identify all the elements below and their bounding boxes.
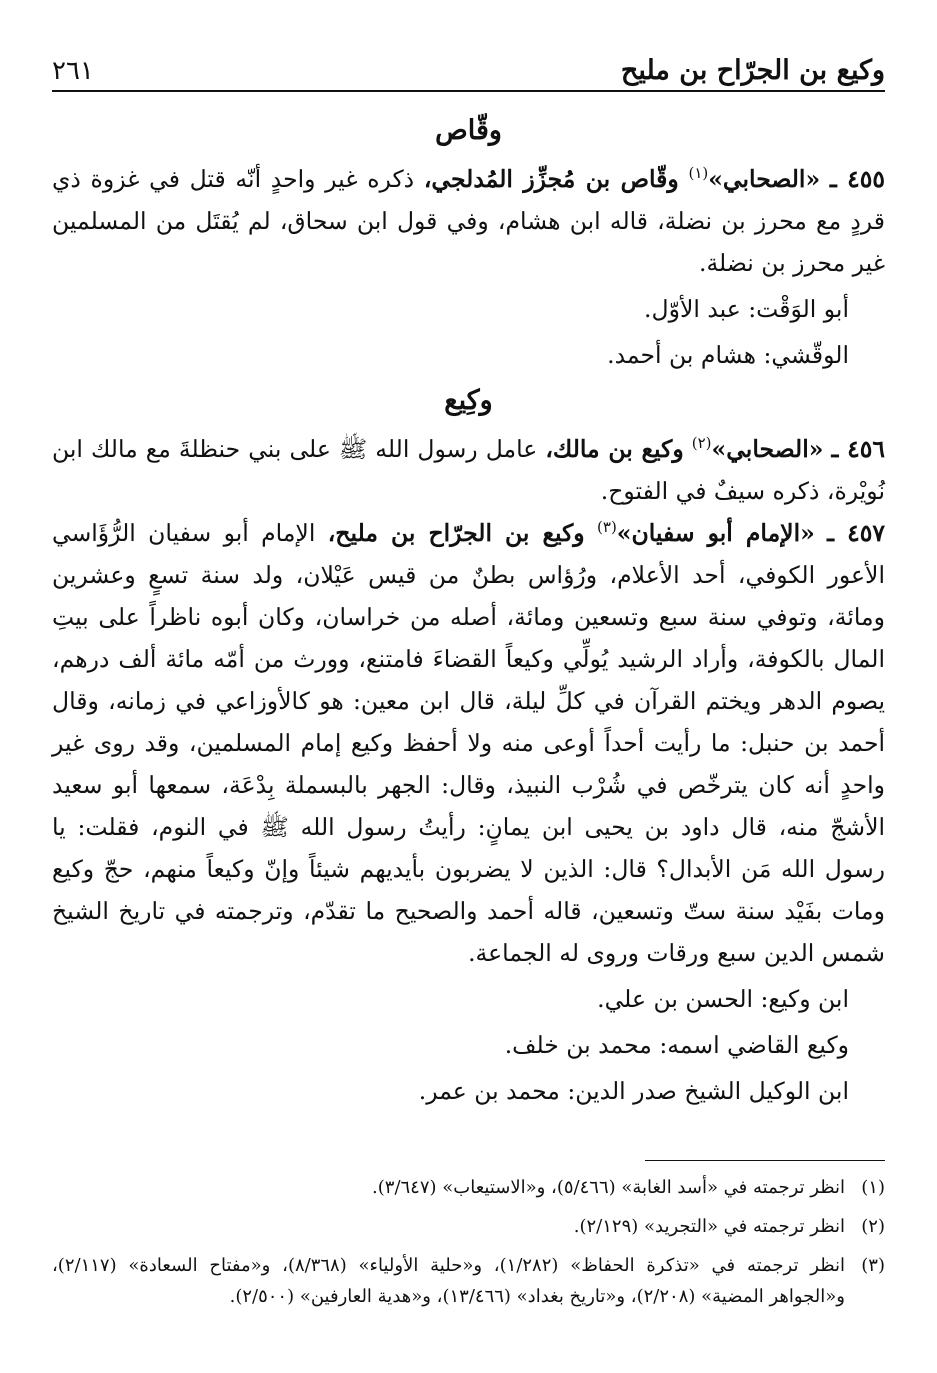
running-title: وكيع بن الجرّاح بن مليح xyxy=(620,55,885,86)
entry-text: الإمام أبو سفيان الرُّؤَاسي الأعور الكوفي، أحد الأعلام، ورُؤاس بطنٌ من قيس عَيْلان، ولد سنة تسعٍ وعشرين ومائة، وتوفي سنة سبع وتسعين ومائة، أصله من خراسان، وكان أبوه ناظراً على بيتِ المال بالكوفة، وأراد الرشيد يُولِّي وكيعاً القضاءَ فامتنع، وورث من أمّه مائة ألف درهم، يصوم الدهر ويختم القرآن في كلِّ ليلة، قال ابن معين: هو كالأوزاعي في زمانه، وقال أحمد بن حنبل: ما رأيت أحداً أوعى منه ولا أحفظ وكيع إمام المسلمين، وقد روى غير واحدٍ أنه كان يترخّص في شُرْب النبيذ، وقال: الجهر بالبسملة بِدْعَة، سمعها أبو سعيد الأشجّ منه، قال داود بن يحيى ابن يمانٍ: رأيتُ رسول الله ﷺ في النوم، فقلت: يا رسول الله مَن الأبدال؟ قال: الذين لا يضربون بأيديهم شيئاً وإنّ وكيعاً منهم، حجّ وكيع ومات بفَيْد سنة ستّ وتسعين، قاله أحمد والصحيح ما تقدّم، وترجمته في تاريخ الشيخ شمس الدين سبع ورقات وروى له الجماعة. xyxy=(52,519,885,967)
reference-line: أبو الوَقْت: عبد الأوّل. xyxy=(644,295,849,323)
footnote-text: انظر ترجمته في «التجريد» (٢/١٢٩). xyxy=(573,1216,845,1237)
footnote-divider xyxy=(645,1160,885,1161)
page-body xyxy=(52,108,885,1116)
entry-name: وكيع بن مالك، xyxy=(545,435,684,463)
footnote xyxy=(52,1172,885,1203)
entry-number: ٤٥٥ ـ xyxy=(829,165,885,193)
reference-line: ابن وكيع: الحسن بن علي. xyxy=(597,985,849,1013)
page-header xyxy=(52,44,885,92)
footnote-text: انظر ترجمته في «تذكرة الحفاظ» (١/٢٨٢)، و«حلية الأولياء» (٨/٣٦٨)، و«مفتاح السعادة» (٢/١١٧)، و«الجواهر المضية» (٢/٢٠٨)، و«تاريخ بغداد» (١٣/٤٦٦)، و«هدية العارفين» (٢/٥٠٠). xyxy=(52,1255,845,1307)
entry-text: ذكره غير واحدٍ أنّه قتل في غزوة ذي قردٍ مع محرز بن نضلة، قاله ابن هشام، وفي قول ابن سحاق، لم يُقتَل من المسلمين غير محرز بن نضلة. xyxy=(52,165,885,277)
entry-text: عامل رسول الله ﷺ على بني حنظلةَ مع مالك ابن نُويْرة، ذكره سيفٌ في الفتوح. xyxy=(52,435,885,505)
entry-name: وقّاص بن مُجزِّز المُدلجي، xyxy=(423,165,679,193)
footnote-number: (١) xyxy=(861,1177,885,1198)
section-title-wakia: وكِيع xyxy=(444,385,493,416)
footnotes xyxy=(52,1172,885,1320)
entry-number: ٤٥٦ ـ xyxy=(831,435,885,463)
entry-457 xyxy=(52,512,885,974)
footnote-ref[interactable]: (١) xyxy=(688,164,709,183)
entry-455 xyxy=(52,158,885,284)
footnote-number: (٣) xyxy=(861,1255,885,1276)
footnote xyxy=(52,1250,885,1312)
footnote-number: (٢) xyxy=(861,1216,885,1237)
reference-line: ابن الوكيل الشيخ صدر الدين: محمد بن عمر. xyxy=(418,1077,849,1105)
section-title-waqqas: وقّاص xyxy=(435,115,502,146)
footnote-ref[interactable]: (٢) xyxy=(691,434,712,453)
reference-line: وكيع القاضي اسمه: محمد بن خلف. xyxy=(504,1031,849,1059)
entry-456 xyxy=(52,428,885,512)
entry-number: ٤٥٧ ـ xyxy=(827,519,885,547)
entry-tag: «الإمام أبو سفيان» xyxy=(616,519,815,547)
footnote-ref[interactable]: (٣) xyxy=(597,518,617,537)
entry-tag: «الصحابي» xyxy=(708,165,821,193)
footnote xyxy=(52,1211,885,1242)
footnote-text: انظر ترجمته في «أسد الغابة» (٥/٤٦٦)، و«الاستيعاب» (٣/٦٤٧). xyxy=(372,1177,845,1198)
page-number: ٢٦١ xyxy=(52,56,94,86)
reference-line: الوقّشي: هشام بن أحمد. xyxy=(607,341,849,369)
entry-tag: «الصحابي» xyxy=(711,435,824,463)
entry-name: وكيع بن الجرّاح بن مليح، xyxy=(327,519,585,547)
